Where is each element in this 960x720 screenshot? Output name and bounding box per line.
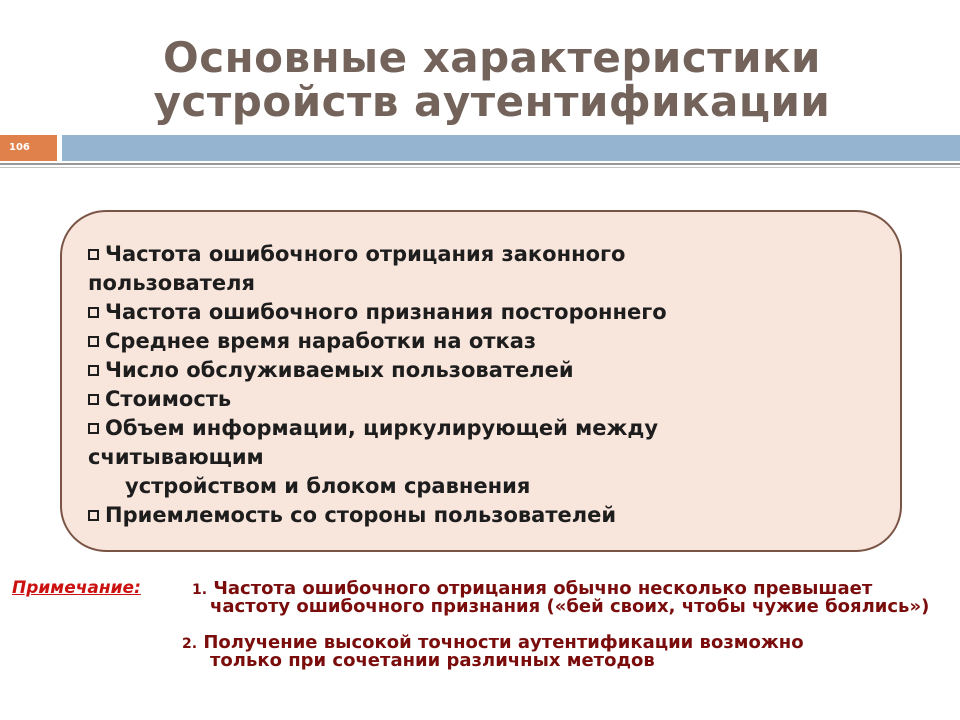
- list-item-text: Число обслуживаемых пользователей: [105, 358, 574, 382]
- list-item: [88, 240, 888, 269]
- checkbox-bullet-icon: [88, 365, 99, 376]
- note-item-2-number: 2.: [182, 636, 198, 652]
- list-item-text: Частота ошибочного признания постороннего: [105, 300, 667, 324]
- list-item-text: Частота ошибочного отрицания законного: [105, 242, 626, 266]
- list-item: [88, 501, 888, 530]
- note-item-1-number: 1.: [192, 582, 208, 598]
- divider-line-thin: [0, 167, 960, 168]
- list-item: [88, 356, 888, 385]
- note-item-2-line-2: только при сочетании различных методов: [210, 650, 655, 671]
- note-item-1-text: Частота ошибочного отрицания обычно несколько превышает: [213, 578, 873, 599]
- note-item-1-line-2: частоту ошибочного признания («бей своих, чтобы чужие боялись»): [210, 596, 930, 617]
- list-item-continuation: [88, 269, 888, 298]
- divider-line: [0, 163, 960, 165]
- list-item: [88, 414, 888, 443]
- note-label: Примечание:: [12, 578, 141, 598]
- list-item-text: Среднее время наработки на отказ: [105, 329, 537, 353]
- header-band: [62, 135, 960, 161]
- note-item-2-text: Получение высокой точности аутентификации возможно: [203, 632, 804, 653]
- list-item-text: Объем информации, циркулирующей между: [105, 416, 659, 440]
- list-item-text: считывающим: [88, 445, 264, 469]
- list-item: [88, 327, 888, 356]
- checkbox-bullet-icon: [88, 510, 99, 521]
- checkbox-bullet-icon: [88, 307, 99, 318]
- list-item-text: Стоимость: [105, 387, 232, 411]
- checkbox-bullet-icon: [88, 423, 99, 434]
- list-item-text: устройством и блоком сравнения: [125, 474, 531, 498]
- slide-title: [0, 33, 960, 126]
- list-item: [88, 298, 888, 327]
- list-item-text: Приемлемость со стороны пользователей: [105, 503, 617, 527]
- slide-number: 106: [0, 135, 57, 161]
- characteristics-list: [88, 240, 888, 530]
- list-item-text: пользователя: [88, 271, 255, 295]
- list-item-continuation: [88, 472, 888, 501]
- checkbox-bullet-icon: [88, 336, 99, 347]
- list-item: [88, 385, 888, 414]
- checkbox-bullet-icon: [88, 394, 99, 405]
- list-item-continuation: [88, 443, 888, 472]
- checkbox-bullet-icon: [88, 249, 99, 260]
- slide-title-line-1: Основные характеристики: [163, 33, 821, 82]
- slide-title-line-2: устройств аутентификации: [153, 77, 831, 126]
